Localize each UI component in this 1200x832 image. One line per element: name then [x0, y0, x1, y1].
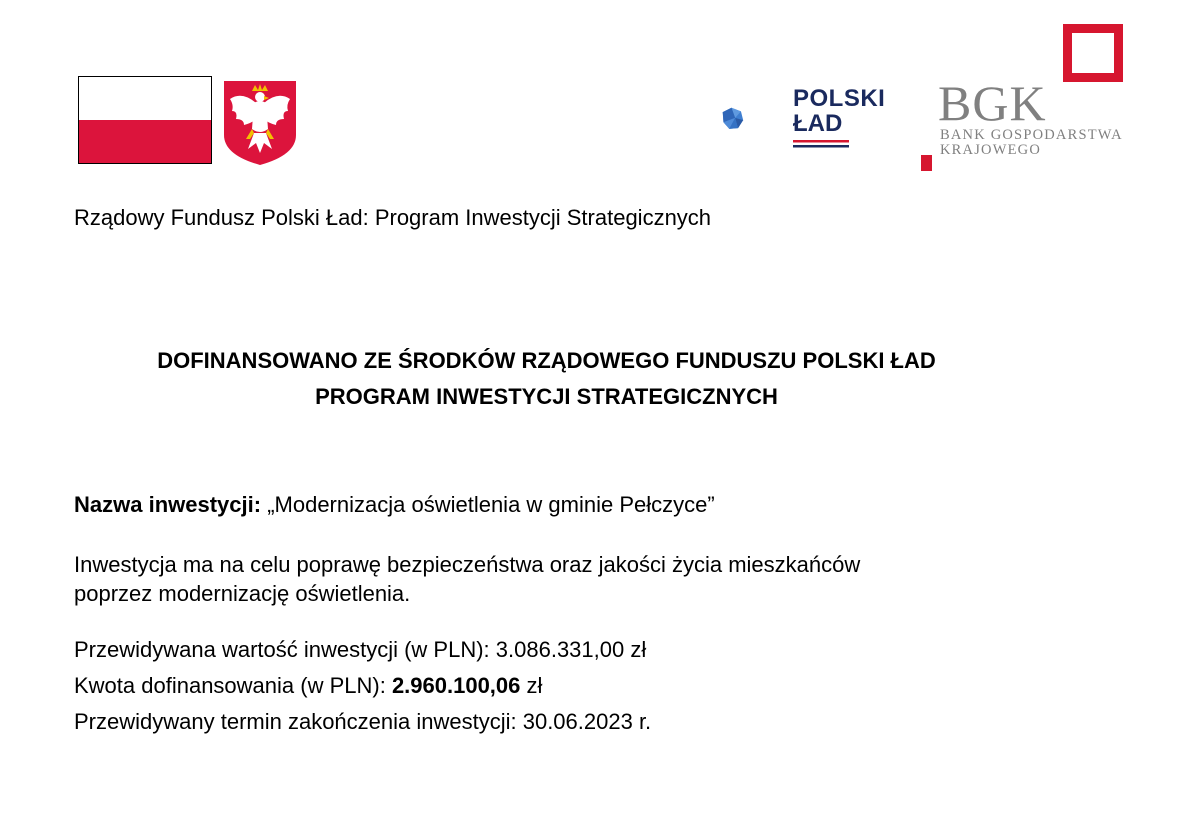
polski-lad-logo-icon	[722, 86, 784, 152]
funding-label: Kwota dofinansowania (w PLN):	[74, 673, 392, 698]
investment-name-label: Nazwa inwestycji:	[74, 492, 262, 517]
bgk-letters: BGK	[938, 75, 1047, 131]
completion-deadline: Przewidywany termin zakończenia inwestycji: 30.06.2023 r.	[74, 709, 652, 734]
investment-goal-line1: Inwestycja ma na celu poprawę bezpieczeństwa oraz jakości życia mieszkańców	[74, 552, 861, 577]
funding-currency: zł	[520, 673, 543, 698]
bgk-sub-line1: BANK GOSPODARSTWA	[940, 127, 1123, 143]
investment-goal-line2: poprzez modernizację oświetlenia.	[74, 581, 411, 606]
fund-name-line: Rządowy Fundusz Polski Ład: Program Inwestycji Strategicznych	[74, 205, 712, 230]
investment-goal	[74, 550, 1034, 608]
polish-eagle-emblem-icon	[222, 79, 298, 167]
funding-amount: 2.960.100,06	[391, 673, 521, 698]
polski-lad-wordmark	[793, 86, 885, 136]
investment-value: Przewidywana wartość inwestycji (w PLN): 3.086.331,00 zł	[74, 637, 647, 662]
heading-line1: DOFINANSOWANO ZE ŚRODKÓW RZĄDOWEGO FUNDUSZU POLSKI ŁAD	[157, 348, 936, 373]
heading-line2: PROGRAM INWESTYCJI STRATEGICZNYCH	[315, 384, 778, 409]
funding-amount-line	[74, 673, 542, 699]
polski-lad-stripes-icon	[793, 140, 849, 148]
bgk-square-icon	[1063, 24, 1123, 82]
polski-lad-line2: ŁAD	[793, 110, 843, 137]
flag-white-stripe	[79, 77, 211, 120]
investment-name-value: „Modernizacja oświetlenia w gminie Pełczyce”	[261, 492, 715, 517]
bgk-small-square-icon	[921, 155, 932, 171]
bgk-full-name	[940, 128, 1123, 158]
polish-flag	[78, 76, 212, 164]
polski-lad-line1: POLSKI	[793, 85, 886, 112]
investment-name	[74, 492, 715, 518]
bgk-sub-line2: KRAJOWEGO	[940, 142, 1042, 158]
flag-red-stripe	[79, 120, 211, 163]
